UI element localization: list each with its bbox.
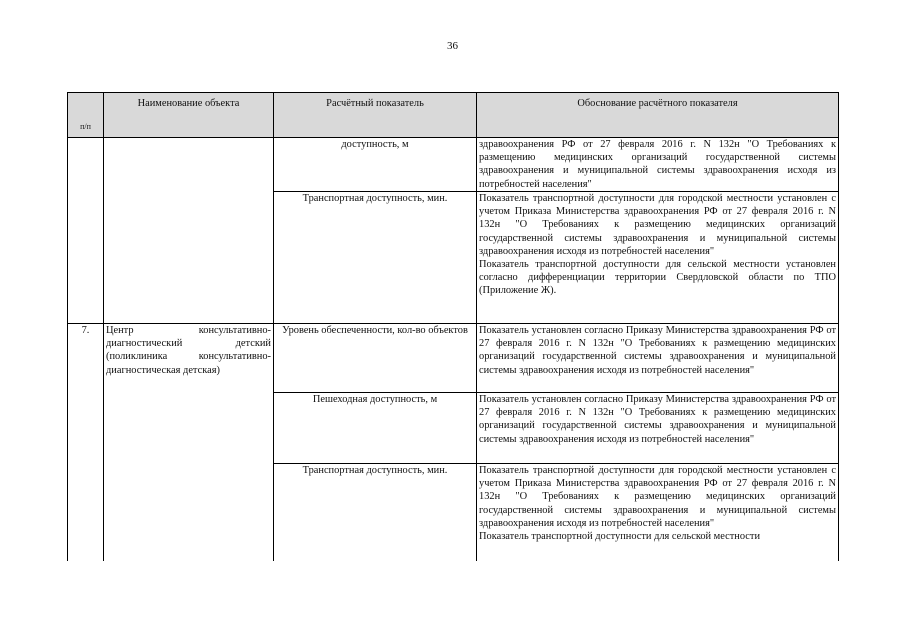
table-header-row <box>68 93 839 138</box>
justification-text: Показатель транспортной доступности для городской местности установлен с учетом Приказа Министерства здравоохранения РФ от 27 февраля 2016 г. N 132н "О Требованиях к размещению медицинских организаций государственной системы здравоохранения и муниципальной системы здравоохранения исходя из потребностей населения" <box>479 465 836 529</box>
justification-cell <box>477 393 839 464</box>
header-indicator: Расчётный показатель <box>274 93 477 138</box>
indicator-cell: доступность, м <box>274 138 477 192</box>
justification-text: Показатель транспортной доступности для сельской местности установлен согласно дифференциации территории Свердловской области по ТПО (Приложение Ж). <box>479 259 836 297</box>
justification-text: здравоохранения РФ от 27 февраля 2016 г. N 132н "О Требованиях к размещению медицинских организаций государственной системы здравоохранения и муниципальной системы здравоохранения исходя из потребностей населения" <box>479 139 836 190</box>
row-num-cell <box>68 138 104 324</box>
indicator-cell: Уровень обеспеченности, кол-во объектов <box>274 324 477 393</box>
justification-cell <box>477 324 839 393</box>
justification-table <box>67 92 839 561</box>
justification-cell <box>477 192 839 324</box>
table-row <box>68 324 839 393</box>
justification-text: Показатель установлен согласно Приказу Министерства здравоохранения РФ от 27 февраля 2016 г. N 132н "О Требованиях к размещению медицинских организаций государственной системы здравоохранения и муниципальной системы здравоохранения исходя из потребностей населения" <box>479 394 836 445</box>
header-justification: Обоснование расчётного показателя <box>477 93 839 138</box>
justification-text: Показатель транспортной доступности для сельской местности <box>479 531 761 543</box>
object-name-cell <box>104 138 274 324</box>
indicator-cell: Транспортная доступность, мин. <box>274 192 477 324</box>
justification-text: Показатель установлен согласно Приказу Министерства здравоохранения РФ от 27 февраля 2016 г. N 132н "О Требованиях к размещению медицинских организаций государственной системы здравоохранения и муниципальной системы здравоохранения исходя из потребностей населения" <box>479 325 836 376</box>
indicator-cell: Транспортная доступность, мин. <box>274 464 477 562</box>
indicator-cell: Пешеходная доступность, м <box>274 393 477 464</box>
justification-text: Показатель транспортной доступности для городской местности установлен с учетом Приказа Министерства здравоохранения РФ от 27 февраля 2016 г. N 132н "О Требованиях к размещению медицинских организаций государственной системы здравоохранения и муниципальной системы здравоохранения исходя из потребностей населения" <box>479 193 836 257</box>
header-num: п/п <box>68 93 104 138</box>
justification-cell <box>477 464 839 562</box>
row-num-cell: 7. <box>68 324 104 562</box>
justification-cell <box>477 138 839 192</box>
page-number: 36 <box>447 40 458 52</box>
header-name: Наименование объекта <box>104 93 274 138</box>
table-row <box>68 138 839 192</box>
object-name-cell: Центр консультативно-диагностический детский (поликлиника консультативно-диагностическая детская) <box>104 324 274 562</box>
